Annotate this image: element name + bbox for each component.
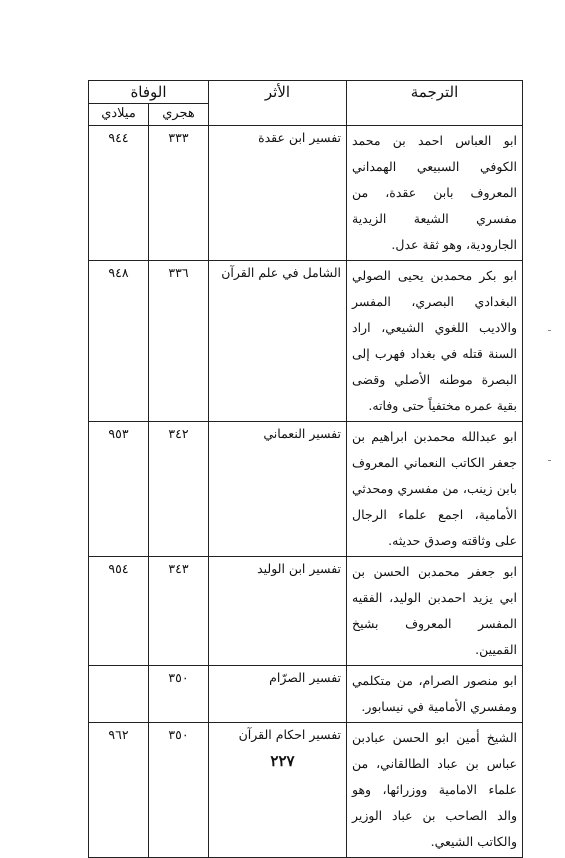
bio-cell: ابو عبدالله محمدبن ابراهيم بن جعفر الكاتب النعماني المعروف بابن زينب، من مفسري ومحدثي الأمامية، اجمع علماء الرجال على وثاقته وصدق حديثه. [347, 422, 523, 557]
hijri-cell: ٣٤٢ [149, 422, 209, 557]
work-cell: تفسير ابن عقدة [209, 126, 347, 261]
scan-mark [548, 330, 551, 331]
header-gregorian: ميلادي [89, 104, 149, 126]
hijri-cell: ٣٥٠ [149, 666, 209, 723]
bio-cell: ابو بكر محمدبن يحيى الصولي البغدادي البصري، المفسر والاديب اللغوي الشيعي، اراد السنة قتله في بغداد فهرب إلى البصرة موطنه الأصلي وقضى بقية عمره مختفياً حتى وفاته. [347, 261, 523, 422]
header-hijri: هجري [149, 104, 209, 126]
work-cell: تفسير الصرّام [209, 666, 347, 723]
header-death: الوفاة [89, 81, 209, 104]
gregorian-cell: ٩٥٤ [89, 557, 149, 666]
table-row [89, 261, 523, 422]
table-row [89, 557, 523, 666]
bio-cell: ابو العباس احمد بن محمد الكوفي السبيعي الهمداني المعروف بابن عقدة، من مفسري الشيعة الزيدية الجارودية، وهو ثقة عدل. [347, 126, 523, 261]
table-row [89, 126, 523, 261]
hijri-cell: ٣٣٦ [149, 261, 209, 422]
hijri-cell: ٣٥٠ [149, 723, 209, 858]
bio-cell: ابو منصور الصرام، من متكلمي ومفسري الأمامية في نيسابور. [347, 666, 523, 723]
gregorian-cell: ٩٤٤ [89, 126, 149, 261]
table-row [89, 723, 523, 858]
work-cell: تفسير ابن الوليد [209, 557, 347, 666]
gregorian-cell: ٩٥٣ [89, 422, 149, 557]
page-number: ٢٢٧ [270, 752, 295, 770]
bio-cell: ابو جعفر محمدبن الحسن بن ابي يزيد احمدبن الوليد، الفقيه المفسر المعروف بشيخ القميين. [347, 557, 523, 666]
gregorian-cell: ٩٦٢ [89, 723, 149, 858]
header-translation: الترجمة [347, 81, 523, 126]
biography-table [88, 80, 523, 858]
gregorian-cell: ٩٤٨ [89, 261, 149, 422]
bio-cell: الشيخ أمين ابو الحسن عبادبن عباس بن عباد الطالقاني، من علماء الامامية ووزرائها، وهو والد الصاحب بن عباد الوزير والكاتب الشيعي. [347, 723, 523, 858]
header-work: الأثر [209, 81, 347, 126]
table-row [89, 422, 523, 557]
work-cell: تفسير النعماني [209, 422, 347, 557]
scan-mark [548, 460, 551, 461]
table-row [89, 666, 523, 723]
work-cell: الشامل في علم القرآن [209, 261, 347, 422]
hijri-cell: ٣٤٣ [149, 557, 209, 666]
gregorian-cell [89, 666, 149, 723]
hijri-cell: ٣٣٣ [149, 126, 209, 261]
work-cell: تفسير احكام القرآن [209, 723, 347, 858]
